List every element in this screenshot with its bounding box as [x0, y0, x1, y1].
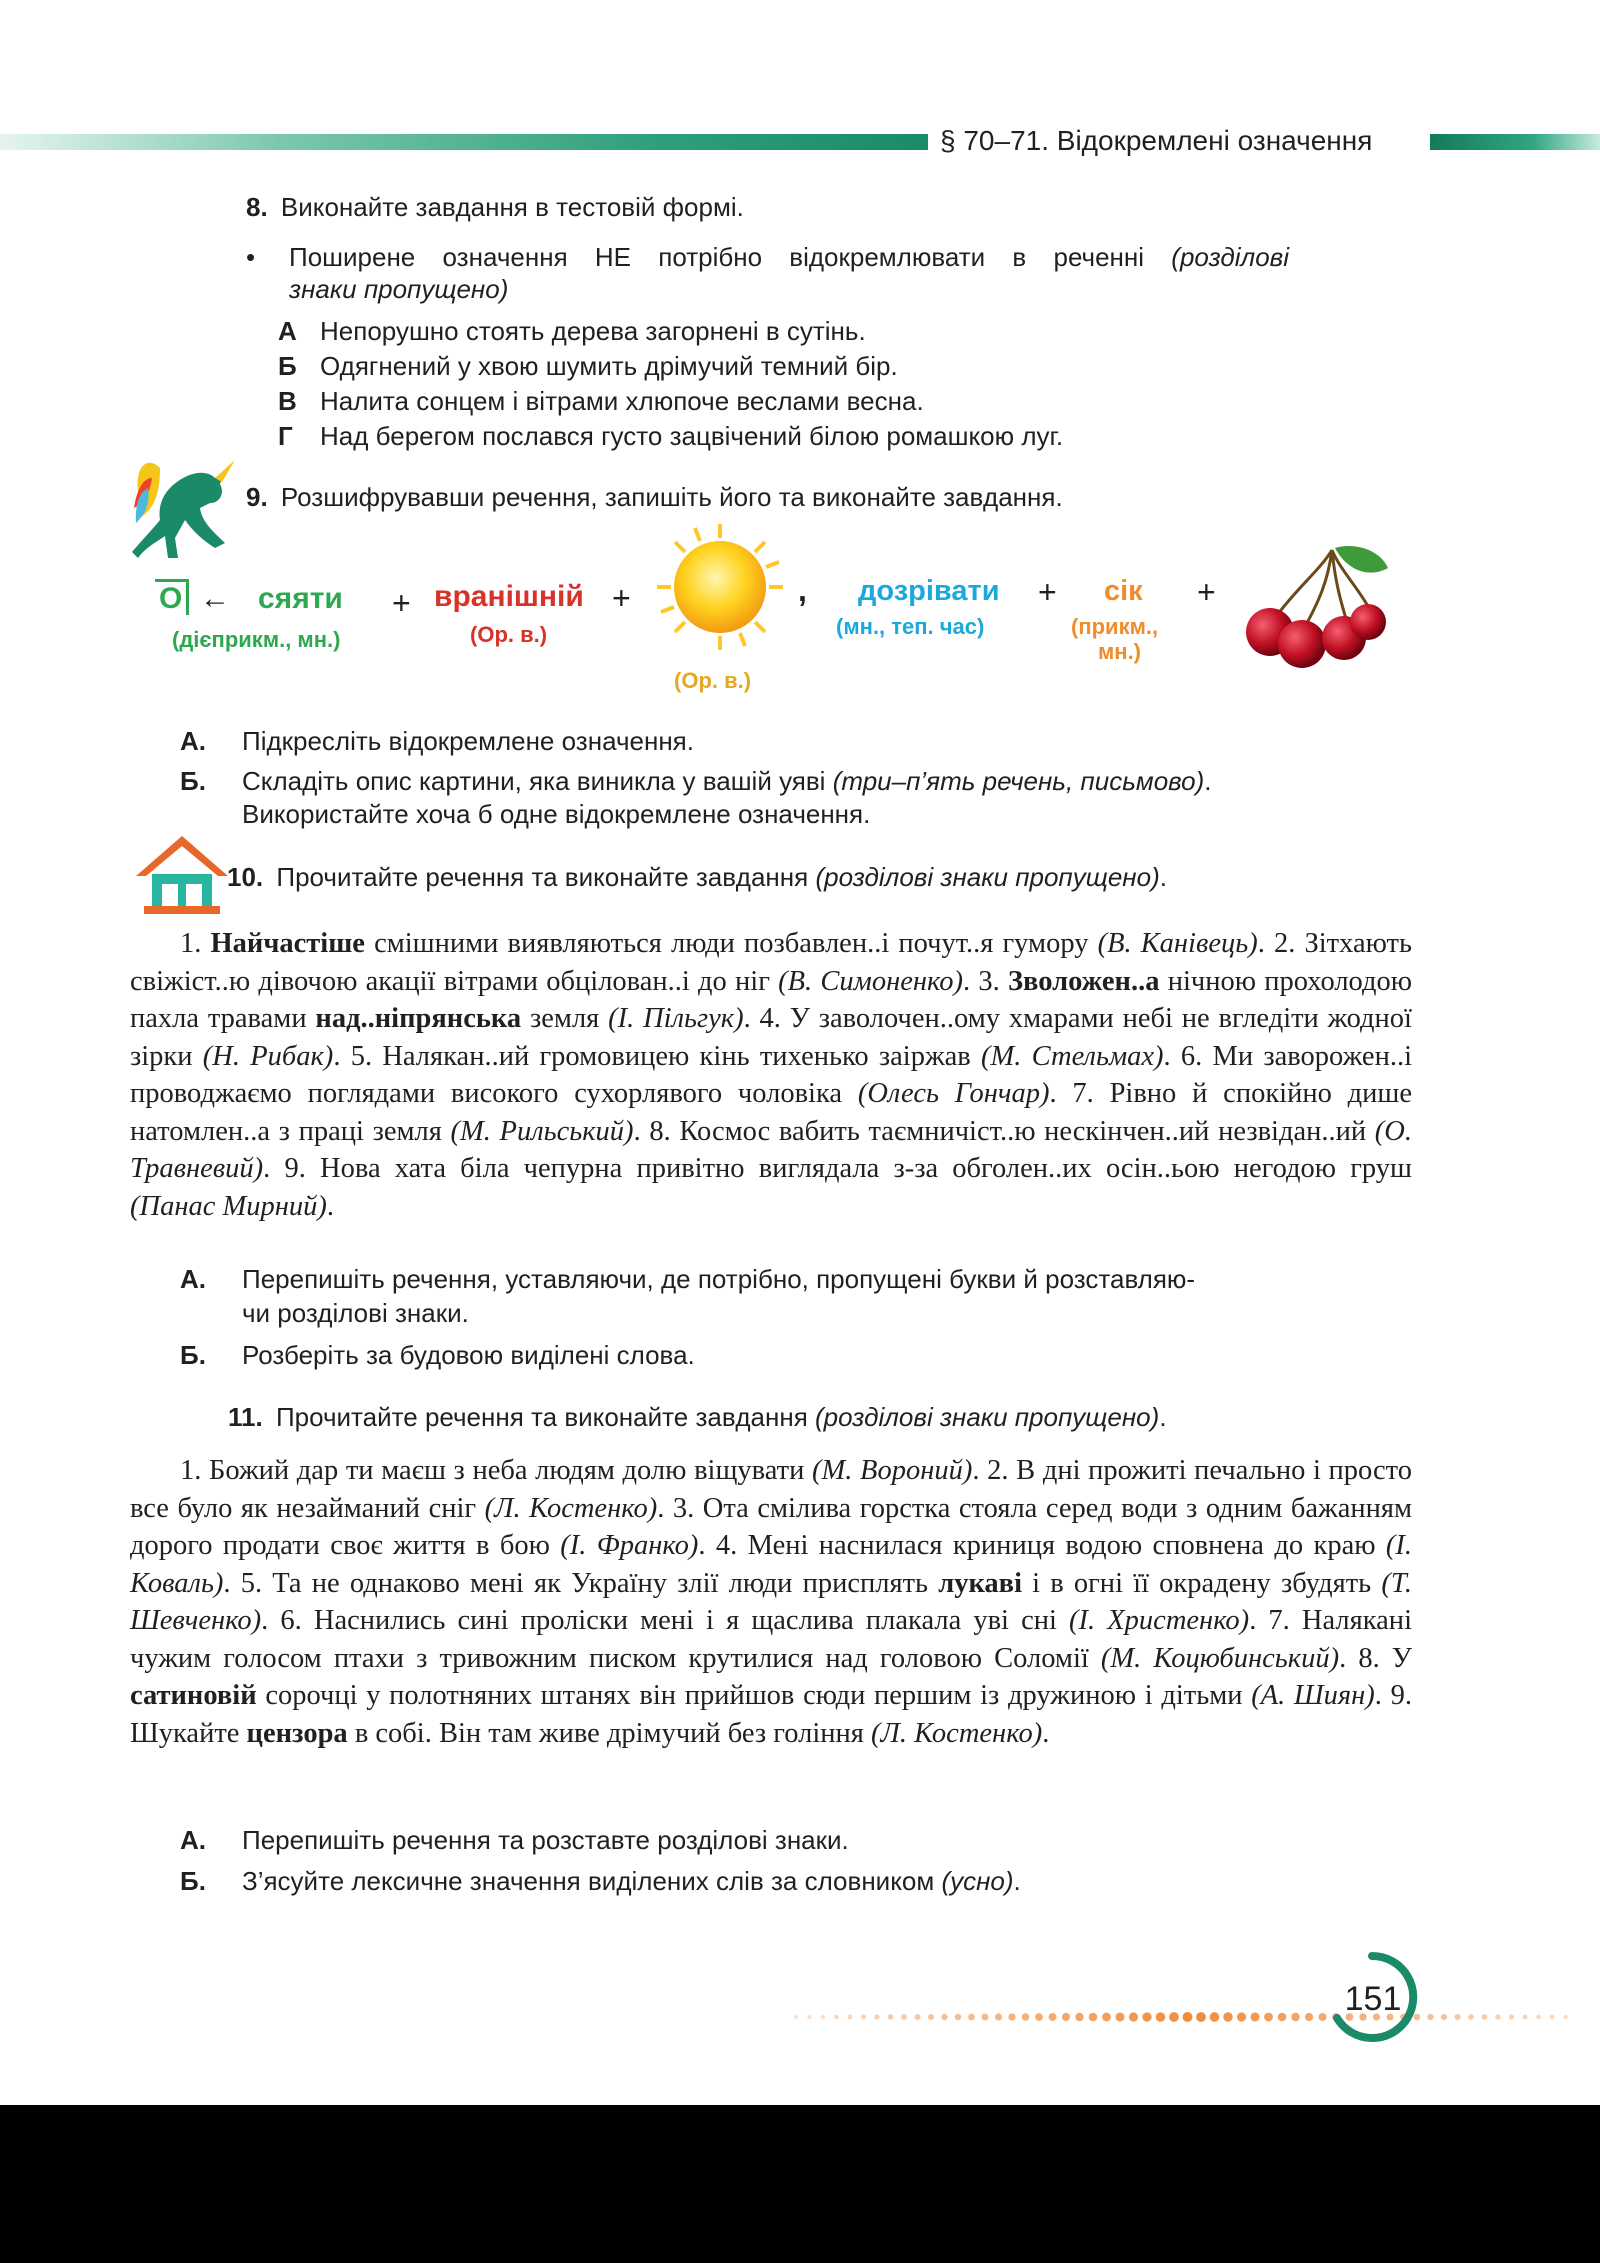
footer-dot: [861, 2014, 866, 2019]
footer-dot: [1049, 2013, 1057, 2021]
footer-dot: [1495, 2014, 1500, 2019]
footer-dot: [1468, 2014, 1474, 2020]
rebus-plus: +: [392, 585, 411, 621]
rebus-word4-note-2: мн.): [1098, 639, 1142, 664]
task-text: Прочитайте речення та виконайте завдання: [275, 1402, 808, 1432]
rebus-word2: вранішній: [434, 580, 584, 613]
footer-dot: [1075, 2013, 1083, 2021]
footer-dot: [1278, 2013, 1287, 2022]
footer-dot: [1427, 2014, 1433, 2020]
task-text: Виконайте завдання в тестовій формі.: [280, 192, 744, 222]
rebus-word2-note: (Ор. в.): [470, 622, 548, 647]
footer-dot: [1008, 2013, 1015, 2020]
footer-dot: [874, 2014, 879, 2019]
subtask-b-line2: Використайте хоча б одне відокремлене означення.: [242, 799, 871, 829]
footer-dot: [1250, 2012, 1259, 2021]
rebus-plus: +: [1197, 574, 1216, 610]
footer-dot: [1550, 2015, 1555, 2020]
footer-dot: [1563, 2015, 1567, 2019]
footer-dot: [968, 2014, 975, 2021]
footer-dot: [1455, 2014, 1461, 2020]
rebus-word1-note: (дієприкм., мн.): [172, 627, 341, 652]
footer-dot: [1264, 2013, 1273, 2022]
page-number-badge: [1325, 1950, 1420, 2045]
footer-dot: [1536, 2015, 1541, 2020]
header-title: § 70–71. Відокремлені означення: [940, 125, 1373, 156]
task-11-sentences: 1. Божий дар ти маєш з неба людям долю віщувати (М. Вороний). 2. В дні прожиті печально і просто все було як незайманий сніг (Л. Костенко). 3. Ота смілива горстка стояла серед води з одним бажанням дорого продати своє життя в бою (І. Франко). 4. Мені наснилася криниця водою сповнена до краю (І. Коваль). 5. Та не однаково мені як Україну злії люди присплять лукаві і в огні її окрадену збудять (Т. Шевченко). 6. Наснились сині проліски мені і я щаслива плакала уві сні (І. Христенко). 7. Налякані чужим голосом птахи з тривожним писком крутилися над головою Соломії (М. Коцюбинський). 8. У сатиновій сорочці у полотняних штанях він прийшов сюди першим із дружиною і дітьми (А. Шиян). 9. Шукайте цензора в собі. Він там живе дрімучий без гоління (Л. Костенко).: [130, 1455, 1413, 1749]
footer-dot: [1509, 2014, 1514, 2019]
footer-dot: [1441, 2014, 1447, 2020]
footer-dot: [1142, 2012, 1151, 2021]
header-bar-left: [0, 134, 928, 150]
task-number: 8.: [246, 192, 268, 222]
task-8-question-line2: знаки пропущено): [289, 274, 509, 304]
footer-dot: [1035, 2013, 1043, 2021]
footer-dot: [955, 2014, 962, 2021]
rebus-word3-note: (мн., теп. час): [836, 614, 985, 639]
task-number: 9.: [246, 482, 268, 512]
footer-dot: [1291, 2013, 1299, 2021]
footer-dot: [1183, 2012, 1193, 2022]
task-number: 11.: [228, 1402, 263, 1432]
sun-image: [655, 522, 785, 652]
footer-dot: [901, 2014, 907, 2020]
rebus-sun-note: (Ор. в.): [674, 668, 752, 693]
footer-dot: [1156, 2012, 1166, 2022]
footer-dot: [1210, 2012, 1220, 2022]
footer-dot: [848, 2015, 853, 2020]
header-bar-right: [1430, 134, 1600, 150]
textbook-page: § 70–71. Відокремлені означення 8. Виконайте завдання в тестовій формі. • Поширене означення НЕ потрібно відокремлювати в реченні (розділові знаки пропущено) А Непорушно стоять дерева загорнені в сутінь. Б Одягнений у хвою шумить дрімучий темний бір. В Налита сонцем і вітрами хлюпоче веслами весна. Г Над берегом послався густо зацвічений білою ромашкою луг. 9. Розшифрувавши речення, запишіть його та виконайте завдання. О ← сяяти (дієприкм., мн.) + вранішній (Ор. в.) + (Ор. в.) , дозрівати (мн., теп. час) + сік (прикм., мн.) + А. Підкресліть відокремлене означення. Б. Складіть опис картини, яка виникла у вашій уяві (три–п’ять речень, письмово). Використайте хоча б одне відокремлене означення. 10. Прочитайте речення та виконайте завдання (розділові знаки пропущено). 1. Найчастіше смішними виявляються люди позбавлен..і почут..я гумору (В. Канівець). 2. Зітхають свіжіст..ю дівочою акації вітрами обцілован..і до ніг (В. Симоненко). 3. Зволожен..а нічною прохолодою пахла травами над..ніпрянська земля (І. Пільгук). 4. У заволочен..ому хмарами небі не вгледіти жодної зірки (Н. Рибак). 5. Налякан..ий громовицею кінь тихенько заіржав (М. Стельмах). 6. Ми заворожен..і проводжаємо поглядами високого сухорлявого чоловіка (Олесь Гончар). 7. Рівно й спокійно дише натомлен..а з праці земля (М. Рильський). 8. Космос вабить таємничіст..ю нескінчен..ий незвідан..ий (О. Травневий). 9. Нова хата біла чепурна привітно виглядала з-за обголен..их осін..ьою негодою груш (Панас Мирний). А. Перепишіть речення, уставляючи, де потрібно, пропущені букви й розставляю- чи розділові знаки. Б. Розберіть за будовою виділені слова. 11. Прочитайте речення та виконайте завдання (розділові знаки пропущено). 1. Божий дар ти маєш з неба людям долю віщувати (М. Вороний). 2. В дні прожиті печально і просто все було як незайманий сніг (Л. Костенко). 3. Ота смілива горстка стояла серед води з одним бажанням дорого продати своє життя в бою (І. Франко). 4. Мені наснилася криниця водою сповнена до краю (І. Коваль). 5. Та не однаково мені як Україну злії люди присплять лукаві і в огні її окрадену збудять (Т. Шевченко). 6. Наснились сині проліски мені і я щаслива плакала уві сні (І. Христенко). 7. Налякані чужим голосом птахи з тривожним писком крутилися над головою Соломії (М. Коцюбинський). 8. У сатиновій сорочці у полотняних штанях він прийшов сюди першим із дружиною і дітьми (А. Шиян). 9. Шукайте цензора в собі. Він там живе дрімучий без гоління (Л. Костенко). А. Перепишіть речення та розставте розділові знаки. Б. З’ясуйте лексичне значення виділених слів за словником (усно). 151: [0, 0, 1600, 2105]
subtask-a-line2: чи розділові знаки.: [242, 1298, 469, 1328]
footer-dot: [821, 2015, 825, 2019]
unicorn-icon: [130, 448, 240, 568]
footer-dot: [995, 2013, 1002, 2020]
house-icon: [132, 832, 232, 916]
footer-dots: [790, 2011, 1590, 2023]
rebus-arrow: ←: [200, 582, 230, 615]
task-text: Розшифрувавши речення, запишіть його та виконайте завдання.: [280, 482, 1063, 512]
rebus-word4-note-1: (прикм.,: [1071, 614, 1159, 639]
task-number: 10.: [227, 862, 264, 892]
footer-dot: [834, 2015, 839, 2020]
footer-dot: [1196, 2012, 1206, 2022]
footer-dot: [915, 2014, 921, 2020]
task-8-question-line1: Поширене означення НЕ потрібно відокремлювати в реченні (розділові: [289, 242, 1289, 272]
footer-dot: [807, 2015, 811, 2019]
task-10-heading: 10. Прочитайте речення та виконайте завдання (розділові знаки пропущено).: [227, 862, 1167, 892]
footer-dot: [1116, 2013, 1125, 2022]
footer-dot: [1523, 2015, 1528, 2020]
rebus-plus: +: [612, 580, 631, 616]
rebus-word4: сік: [1104, 575, 1143, 607]
footer-dot: [941, 2014, 947, 2020]
rebus-word1: сяяти: [258, 582, 343, 615]
footer-dot: [1223, 2012, 1232, 2021]
rebus-o-letter: О: [155, 582, 189, 616]
footer-dot: [888, 2014, 894, 2020]
footer-dot: [1237, 2012, 1246, 2021]
footer-dot: [1089, 2013, 1098, 2022]
footer-dot: [1062, 2013, 1070, 2021]
rebus-comma: ,: [798, 572, 807, 608]
footer-dot: [1482, 2014, 1488, 2020]
task-10-sentences: 1. Найчастіше смішними виявляються люди позбавлен..і почут..я гумору (В. Канівець). 2. Зітхають свіжіст..ю дівочою акації вітрами обцілован..і до ніг (В. Симоненко). 3. Зволожен..а нічною прохолодою пахла травами над..ніпрянська земля (І. Пільгук). 4. У заволочен..ому хмарами небі не вгледіти жодної зірки (Н. Рибак). 5. Налякан..ий громовицею кінь тихенько заіржав (М. Стельмах). 6. Ми заворожен..і проводжаємо поглядами високого сухорлявого чоловіка (Олесь Гончар). 7. Рівно й спокійно дише натомлен..а з праці земля (М. Рильський). 8. Космос вабить таємничіст..ю нескінчен..ий незвідан..ий (О. Травневий). 9. Нова хата біла чепурна привітно виглядала з-за обголен..их осін..ьою негодою груш (Панас Мирний).: [130, 928, 1413, 1222]
rebus-plus: +: [1038, 574, 1057, 610]
footer-dot: [928, 2014, 934, 2020]
footer-dot: [1169, 2012, 1179, 2022]
task-9-heading: [246, 480, 1063, 514]
footer-dot: [1022, 2013, 1030, 2021]
footer-dot: [1305, 2013, 1313, 2021]
task-text: Прочитайте речення та виконайте завдання: [276, 862, 809, 892]
rebus-word3: дозрівати: [858, 575, 1000, 607]
footer-dot: [982, 2014, 989, 2021]
cherries-image: [1240, 540, 1390, 670]
page-number: 151: [1344, 1980, 1402, 2018]
task-8-bullet: •: [246, 242, 256, 272]
footer-dot: [794, 2015, 798, 2019]
task-11-heading: 11. Прочитайте речення та виконайте завдання (розділові знаки пропущено).: [228, 1402, 1167, 1432]
footer-dot: [1102, 2013, 1111, 2022]
task-8-heading: [246, 190, 744, 224]
footer-dot: [1129, 2012, 1138, 2021]
